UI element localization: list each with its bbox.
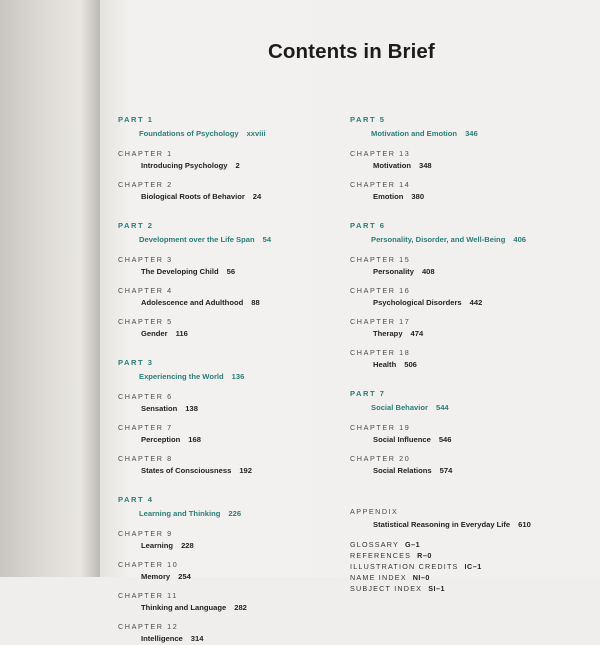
back-matter-label: NAME INDEX bbox=[350, 573, 407, 582]
chapter-page: 574 bbox=[439, 466, 453, 475]
chapter-page: 254 bbox=[178, 572, 191, 581]
part-title[interactable] bbox=[118, 127, 338, 141]
back-matter-label: REFERENCES bbox=[350, 551, 412, 560]
chapter-label: CHAPTER 15 bbox=[350, 255, 411, 264]
chapter-page: 546 bbox=[438, 435, 452, 444]
part-title[interactable] bbox=[118, 507, 338, 521]
chapter-label: CHAPTER 1 bbox=[118, 149, 173, 158]
chapter-label: CHAPTER 4 bbox=[118, 286, 173, 295]
appendix bbox=[350, 506, 590, 531]
part-title[interactable] bbox=[350, 127, 590, 141]
chapter-title-text: Memory bbox=[141, 572, 171, 581]
chapter-page: 408 bbox=[421, 267, 435, 276]
part-label: PART 5 bbox=[350, 115, 386, 124]
part-page: 226 bbox=[228, 509, 242, 518]
part-label: PART 1 bbox=[118, 115, 154, 124]
appendix-label: APPENDIX bbox=[350, 507, 399, 516]
chapter-title-text: Sensation bbox=[141, 404, 178, 413]
back-matter-page: G–1 bbox=[405, 540, 421, 549]
back-matter-page: NI–0 bbox=[412, 573, 430, 582]
chapter-label: CHAPTER 5 bbox=[118, 317, 173, 326]
part-7 bbox=[350, 386, 590, 477]
chapter-title[interactable] bbox=[118, 540, 338, 552]
chapter-title-text: Personality bbox=[373, 267, 414, 276]
chapter-title[interactable] bbox=[350, 328, 590, 340]
chapter-label: CHAPTER 16 bbox=[350, 286, 411, 295]
part-2 bbox=[118, 218, 338, 340]
chapter-label: CHAPTER 12 bbox=[118, 622, 179, 631]
back-matter-label: ILLUSTRATION CREDITS bbox=[350, 562, 459, 571]
chapter-title-text: Introducing Psychology bbox=[141, 161, 228, 170]
appendix-title-text: Statistical Reasoning in Everyday Life bbox=[373, 520, 511, 529]
chapter-page: 474 bbox=[410, 329, 424, 338]
chapter-label: CHAPTER 13 bbox=[350, 149, 411, 158]
chapter-label: CHAPTER 3 bbox=[118, 255, 173, 264]
part-page: 406 bbox=[513, 235, 527, 244]
part-label: PART 2 bbox=[118, 221, 154, 230]
chapter-page: 228 bbox=[181, 541, 194, 550]
chapter-title[interactable] bbox=[350, 297, 590, 309]
part-page: xxviii bbox=[246, 129, 266, 138]
chapter-title[interactable] bbox=[118, 602, 338, 614]
back-matter-label: SUBJECT INDEX bbox=[350, 584, 423, 593]
chapter-title-text: Biological Roots of Behavior bbox=[141, 192, 245, 201]
chapter-title[interactable] bbox=[350, 266, 590, 278]
appendix-page: 610 bbox=[518, 520, 531, 529]
chapter-label: CHAPTER 17 bbox=[350, 317, 411, 326]
chapter-label: CHAPTER 11 bbox=[118, 591, 178, 600]
chapter-title[interactable] bbox=[350, 359, 590, 371]
chapter-label: CHAPTER 2 bbox=[118, 180, 173, 189]
chapter-page: 24 bbox=[252, 192, 262, 201]
back-matter-item[interactable] bbox=[350, 572, 590, 583]
chapter-title-text: States of Consciousness bbox=[141, 466, 232, 475]
chapter-title[interactable] bbox=[118, 160, 338, 172]
chapter-title-text: Health bbox=[373, 360, 397, 369]
back-matter-item[interactable] bbox=[350, 550, 590, 561]
chapter-label: CHAPTER 18 bbox=[350, 348, 411, 357]
chapter-title-text: Perception bbox=[141, 435, 181, 444]
chapter-title[interactable] bbox=[118, 571, 338, 583]
chapter-title-text: Therapy bbox=[373, 329, 403, 338]
chapter-title-text: Intelligence bbox=[141, 634, 183, 643]
chapter-page: 380 bbox=[411, 192, 425, 201]
part-label: PART 7 bbox=[350, 389, 386, 398]
back-matter-item[interactable] bbox=[350, 539, 590, 550]
back-matter-page: R–0 bbox=[417, 551, 432, 560]
part-page: 346 bbox=[465, 129, 478, 138]
part-title-text: Social Behavior bbox=[371, 403, 428, 412]
chapter-page: 282 bbox=[234, 603, 247, 612]
chapter-page: 314 bbox=[190, 634, 204, 643]
back-matter-page: SI–1 bbox=[428, 584, 445, 593]
chapter-label: CHAPTER 19 bbox=[350, 423, 411, 432]
chapter-title[interactable] bbox=[118, 434, 338, 446]
chapter-title[interactable] bbox=[350, 160, 590, 172]
chapter-title[interactable] bbox=[118, 266, 338, 278]
back-matter-list bbox=[350, 539, 590, 594]
chapter-title-text: Motivation bbox=[373, 161, 411, 170]
chapter-title-text: Gender bbox=[141, 329, 168, 338]
part-title-text: Development over the Life Span bbox=[139, 235, 255, 244]
chapter-label: CHAPTER 10 bbox=[118, 560, 179, 569]
back-matter-item[interactable] bbox=[350, 583, 590, 594]
chapter-page: 116 bbox=[175, 329, 188, 338]
chapter-label: CHAPTER 7 bbox=[118, 423, 173, 432]
chapter-label: CHAPTER 14 bbox=[350, 180, 411, 189]
part-4 bbox=[118, 492, 338, 645]
part-title-text: Motivation and Emotion bbox=[371, 129, 458, 138]
part-5 bbox=[350, 112, 590, 203]
chapter-page: 348 bbox=[418, 161, 432, 170]
part-title-text: Personality, Disorder, and Well-Being bbox=[371, 235, 506, 244]
chapter-title[interactable] bbox=[118, 403, 338, 415]
chapter-title-text: Adolescence and Adulthood bbox=[141, 298, 244, 307]
chapter-title[interactable] bbox=[118, 465, 338, 477]
chapter-label: CHAPTER 6 bbox=[118, 392, 173, 401]
chapter-label: CHAPTER 20 bbox=[350, 454, 411, 463]
chapter-label: CHAPTER 9 bbox=[118, 529, 173, 538]
chapter-title[interactable] bbox=[118, 191, 338, 203]
part-page: 544 bbox=[435, 403, 449, 412]
part-page: 54 bbox=[262, 235, 272, 244]
chapter-title-text: Emotion bbox=[373, 192, 404, 201]
part-title[interactable] bbox=[118, 370, 338, 384]
appendix-title[interactable] bbox=[350, 518, 590, 531]
chapter-page: 506 bbox=[404, 360, 417, 369]
back-matter-label: GLOSSARY bbox=[350, 540, 400, 549]
contents-column-left bbox=[118, 112, 338, 645]
chapter-title-text: Psychological Disorders bbox=[373, 298, 462, 307]
part-3 bbox=[118, 355, 338, 477]
page-title: Contents in Brief bbox=[268, 40, 435, 63]
part-page: 136 bbox=[231, 372, 245, 381]
part-label: PART 4 bbox=[118, 495, 154, 504]
chapter-title[interactable] bbox=[350, 465, 590, 477]
part-title-text: Learning and Thinking bbox=[139, 509, 221, 518]
chapter-title[interactable] bbox=[350, 434, 590, 446]
chapter-title[interactable] bbox=[118, 328, 338, 340]
chapter-page: 442 bbox=[469, 298, 483, 307]
previous-page-edge bbox=[0, 0, 100, 577]
contents-column-right bbox=[350, 112, 590, 594]
chapter-title-text: Social Relations bbox=[373, 466, 432, 475]
part-1 bbox=[118, 112, 338, 203]
part-label: PART 6 bbox=[350, 221, 386, 230]
chapter-label: CHAPTER 8 bbox=[118, 454, 173, 463]
chapter-title-text: Social Influence bbox=[373, 435, 431, 444]
back-matter-item[interactable] bbox=[350, 561, 590, 572]
part-title[interactable] bbox=[350, 401, 590, 415]
chapter-page: 56 bbox=[226, 267, 236, 276]
chapter-title-text: Thinking and Language bbox=[141, 603, 227, 612]
chapter-title-text: Learning bbox=[141, 541, 174, 550]
part-title[interactable] bbox=[350, 233, 590, 247]
part-label: PART 3 bbox=[118, 358, 154, 367]
part-6 bbox=[350, 218, 590, 371]
chapter-page: 2 bbox=[235, 161, 240, 170]
chapter-page: 88 bbox=[251, 298, 260, 307]
chapter-title-text: The Developing Child bbox=[141, 267, 219, 276]
chapter-title[interactable] bbox=[118, 633, 338, 645]
part-title[interactable] bbox=[118, 233, 338, 247]
part-title-text: Foundations of Psychology bbox=[139, 129, 239, 138]
chapter-page: 138 bbox=[185, 404, 198, 413]
chapter-page: 168 bbox=[188, 435, 201, 444]
chapter-title[interactable] bbox=[118, 297, 338, 309]
back-matter-page: IC–1 bbox=[464, 562, 482, 571]
chapter-page: 192 bbox=[239, 466, 252, 475]
chapter-title[interactable] bbox=[350, 191, 590, 203]
part-title-text: Experiencing the World bbox=[139, 372, 224, 381]
